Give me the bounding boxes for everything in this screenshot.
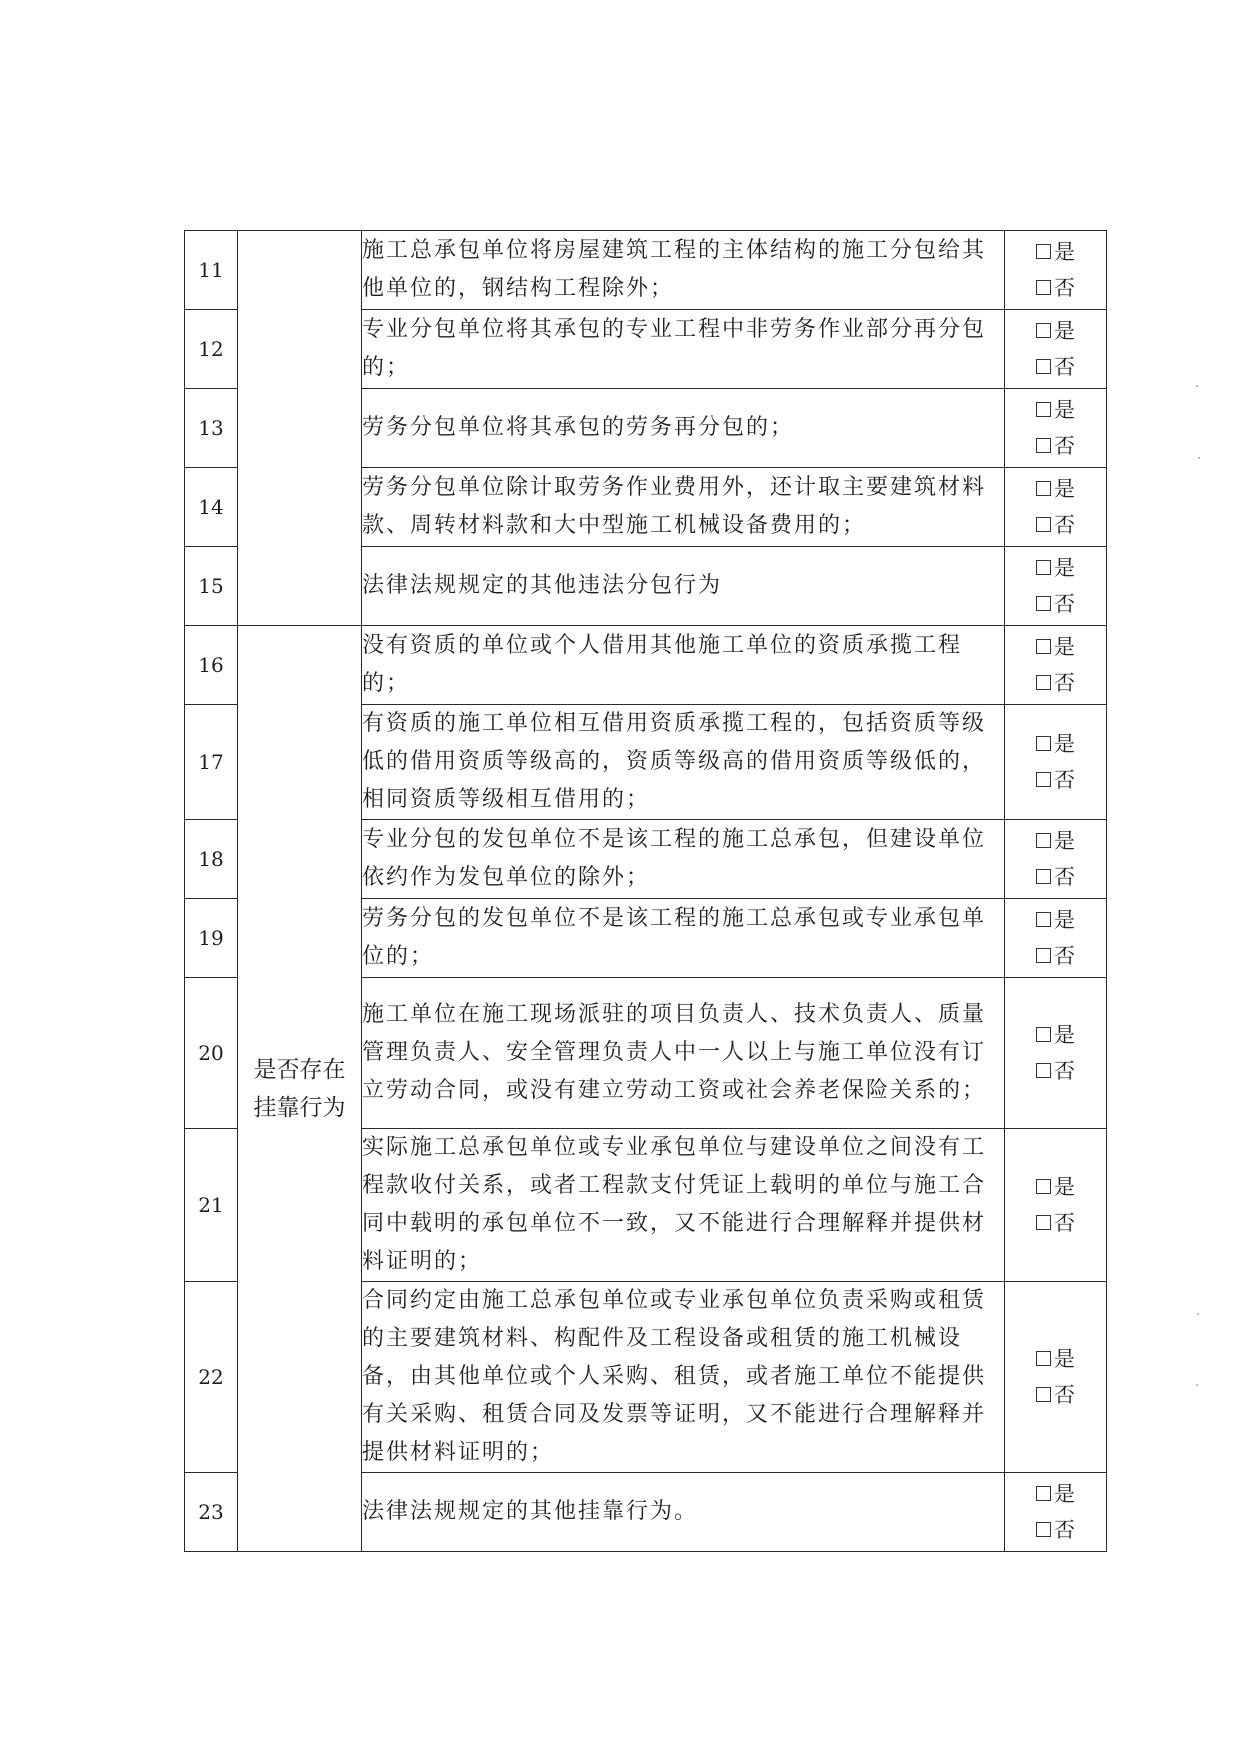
yes-no-options <box>1005 310 1107 389</box>
yes-label: 是 <box>1054 1482 1075 1506</box>
yes-option[interactable] <box>1005 1341 1106 1377</box>
item-description: 没有资质的单位或个人借用其他施工单位的资质承揽工程的； <box>362 626 1005 705</box>
no-checkbox[interactable] <box>1036 675 1051 690</box>
row-number: 21 <box>185 1129 238 1282</box>
no-option[interactable] <box>1005 1205 1106 1241</box>
yes-no-options <box>1005 820 1107 899</box>
yes-checkbox[interactable] <box>1036 244 1051 259</box>
yes-option[interactable] <box>1005 629 1106 665</box>
yes-no-options <box>1005 978 1107 1129</box>
no-label: 否 <box>1054 1383 1075 1407</box>
no-label: 否 <box>1054 592 1075 616</box>
yes-option[interactable] <box>1005 823 1106 859</box>
yes-no-options <box>1005 1129 1107 1282</box>
yes-option[interactable] <box>1005 471 1106 507</box>
row-number: 20 <box>185 978 238 1129</box>
no-option[interactable] <box>1005 270 1106 306</box>
yes-option[interactable] <box>1005 550 1106 586</box>
inspection-table <box>184 230 1107 1552</box>
no-option[interactable] <box>1005 1053 1106 1089</box>
yes-checkbox[interactable] <box>1036 736 1051 751</box>
no-label: 否 <box>1054 1211 1075 1235</box>
item-description: 劳务分包的发包单位不是该工程的施工总承包或专业承包单位的； <box>362 899 1005 978</box>
yes-option[interactable] <box>1005 313 1106 349</box>
no-checkbox[interactable] <box>1036 1215 1051 1230</box>
yes-checkbox[interactable] <box>1036 833 1051 848</box>
item-description: 法律法规规定的其他挂靠行为。 <box>362 1473 1005 1552</box>
yes-label: 是 <box>1054 556 1075 580</box>
yes-checkbox[interactable] <box>1036 402 1051 417</box>
category-label: 是否存在 <box>253 1056 346 1083</box>
yes-no-options <box>1005 468 1107 547</box>
yes-label: 是 <box>1054 1023 1075 1047</box>
no-option[interactable] <box>1005 938 1106 974</box>
no-option[interactable] <box>1005 859 1106 895</box>
yes-no-options <box>1005 899 1107 978</box>
no-checkbox[interactable] <box>1036 869 1051 884</box>
yes-no-options <box>1005 389 1107 468</box>
item-description: 施工总承包单位将房屋建筑工程的主体结构的施工分包给其他单位的，钢结构工程除外； <box>362 231 1005 310</box>
row-number: 17 <box>185 705 238 820</box>
yes-label: 是 <box>1054 240 1075 264</box>
yes-option[interactable] <box>1005 392 1106 428</box>
row-number: 12 <box>185 310 238 389</box>
category-cell-empty <box>238 231 362 626</box>
no-checkbox[interactable] <box>1036 1063 1051 1078</box>
yes-label: 是 <box>1054 829 1075 853</box>
no-checkbox[interactable] <box>1036 1387 1051 1402</box>
no-checkbox[interactable] <box>1036 438 1051 453</box>
no-label: 否 <box>1054 513 1075 537</box>
yes-label: 是 <box>1054 908 1075 932</box>
item-description: 合同约定由施工总承包单位或专业承包单位负责采购或租赁的主要建筑材料、构配件及工程设备或租赁的施工机械设备，由其他单位或个人采购、租赁，或者施工单位不能提供有关采购、租赁合同及发票等证明，又不能进行合理解释并提供材料证明的； <box>362 1282 1005 1473</box>
yes-option[interactable] <box>1005 726 1106 762</box>
no-checkbox[interactable] <box>1036 517 1051 532</box>
row-number: 16 <box>185 626 238 705</box>
category-label: 挂靠行为 <box>253 1094 346 1121</box>
no-label: 否 <box>1054 355 1075 379</box>
scan-speck <box>1198 457 1200 459</box>
yes-option[interactable] <box>1005 1169 1106 1205</box>
yes-checkbox[interactable] <box>1036 1351 1051 1366</box>
yes-no-options <box>1005 231 1107 310</box>
no-option[interactable] <box>1005 586 1106 622</box>
no-label: 否 <box>1054 1518 1075 1542</box>
row-number: 23 <box>185 1473 238 1552</box>
yes-label: 是 <box>1054 319 1075 343</box>
row-number: 19 <box>185 899 238 978</box>
row-number: 14 <box>185 468 238 547</box>
item-description: 专业分包的发包单位不是该工程的施工总承包，但建设单位依约作为发包单位的除外； <box>362 820 1005 899</box>
yes-no-options <box>1005 547 1107 626</box>
no-option[interactable] <box>1005 507 1106 543</box>
no-option[interactable] <box>1005 665 1106 701</box>
yes-label: 是 <box>1054 635 1075 659</box>
yes-checkbox[interactable] <box>1036 639 1051 654</box>
scan-speck <box>1197 1313 1199 1315</box>
yes-label: 是 <box>1054 1175 1075 1199</box>
no-option[interactable] <box>1005 428 1106 464</box>
no-checkbox[interactable] <box>1036 1522 1051 1537</box>
no-label: 否 <box>1054 1059 1075 1083</box>
yes-option[interactable] <box>1005 1017 1106 1053</box>
row-number: 15 <box>185 547 238 626</box>
row-number: 22 <box>185 1282 238 1473</box>
item-description: 劳务分包单位将其承包的劳务再分包的； <box>362 389 1005 468</box>
item-description: 实际施工总承包单位或专业承包单位与建设单位之间没有工程款收付关系，或者工程款支付凭证上载明的单位与施工合同中载明的承包单位不一致，又不能进行合理解释并提供材料证明的； <box>362 1129 1005 1282</box>
yes-checkbox[interactable] <box>1036 481 1051 496</box>
no-label: 否 <box>1054 434 1075 458</box>
yes-no-options <box>1005 1282 1107 1473</box>
no-checkbox[interactable] <box>1036 280 1051 295</box>
no-label: 否 <box>1054 671 1075 695</box>
yes-no-options <box>1005 705 1107 820</box>
yes-checkbox[interactable] <box>1036 912 1051 927</box>
yes-label: 是 <box>1054 1347 1075 1371</box>
no-checkbox[interactable] <box>1036 596 1051 611</box>
no-label: 否 <box>1054 865 1075 889</box>
item-description: 专业分包单位将其承包的专业工程中非劳务作业部分再分包的； <box>362 310 1005 389</box>
scan-speck <box>1196 385 1198 387</box>
no-checkbox[interactable] <box>1036 359 1051 374</box>
no-checkbox[interactable] <box>1036 948 1051 963</box>
no-option[interactable] <box>1005 1512 1106 1548</box>
item-description: 施工单位在施工现场派驻的项目负责人、技术负责人、质量管理负责人、安全管理负责人中一人以上与施工单位没有订立劳动合同，或没有建立劳动工资或社会养老保险关系的； <box>362 978 1005 1129</box>
no-option[interactable] <box>1005 762 1106 798</box>
table-row <box>185 626 1107 705</box>
no-option[interactable] <box>1005 349 1106 385</box>
no-checkbox[interactable] <box>1036 772 1051 787</box>
yes-option[interactable] <box>1005 1476 1106 1512</box>
row-number: 13 <box>185 389 238 468</box>
yes-no-options <box>1005 626 1107 705</box>
item-description: 有资质的施工单位相互借用资质承揽工程的，包括资质等级低的借用资质等级高的，资质等级高的借用资质等级低的，相同资质等级相互借用的； <box>362 705 1005 820</box>
yes-checkbox[interactable] <box>1036 1486 1051 1501</box>
yes-checkbox[interactable] <box>1036 1027 1051 1042</box>
category-hanging <box>238 626 362 1552</box>
table-row <box>185 231 1107 310</box>
no-label: 否 <box>1054 944 1075 968</box>
yes-option[interactable] <box>1005 902 1106 938</box>
yes-checkbox[interactable] <box>1036 560 1051 575</box>
yes-checkbox[interactable] <box>1036 323 1051 338</box>
no-option[interactable] <box>1005 1377 1106 1413</box>
item-description: 劳务分包单位除计取劳务作业费用外，还计取主要建筑材料款、周转材料款和大中型施工机械设备费用的； <box>362 468 1005 547</box>
item-description: 法律法规规定的其他违法分包行为 <box>362 547 1005 626</box>
row-number: 11 <box>185 231 238 310</box>
yes-label: 是 <box>1054 732 1075 756</box>
no-label: 否 <box>1054 276 1075 300</box>
no-label: 否 <box>1054 768 1075 792</box>
scan-speck <box>1196 1384 1198 1386</box>
yes-no-options <box>1005 1473 1107 1552</box>
yes-label: 是 <box>1054 477 1075 501</box>
row-number: 18 <box>185 820 238 899</box>
yes-option[interactable] <box>1005 234 1106 270</box>
yes-label: 是 <box>1054 398 1075 422</box>
yes-checkbox[interactable] <box>1036 1179 1051 1194</box>
